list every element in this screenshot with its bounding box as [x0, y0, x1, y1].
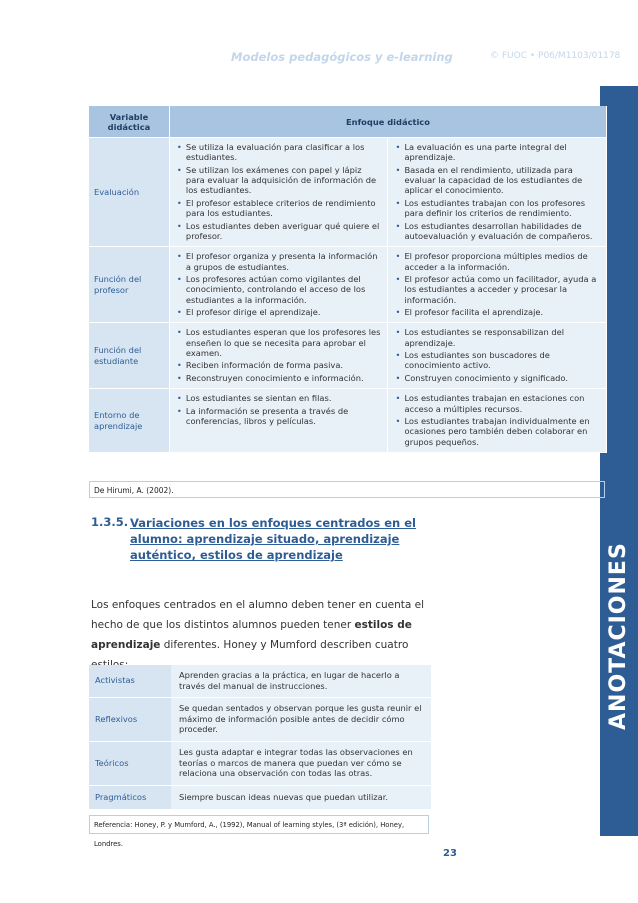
table-row — [89, 323, 607, 389]
table-header-row — [89, 106, 607, 138]
style-label: Pragmáticos — [89, 785, 171, 809]
style-description: Siempre buscan ideas nuevas que puedan utilizar. — [171, 785, 431, 809]
approach-cell-left — [169, 323, 388, 389]
approach-cell-right — [388, 389, 607, 453]
column-header-variable: Variable didáctica — [89, 106, 169, 138]
bullet-item: • Se utiliza la evaluación para clasificar a los estudiantes. — [186, 142, 382, 163]
table-row — [89, 389, 607, 453]
didactic-approach-table — [89, 106, 607, 453]
approach-cell-left — [169, 247, 388, 323]
bullet-item: • La información se presenta a través de conferencias, libros y películas. — [186, 406, 382, 427]
style-label: Teóricos — [89, 741, 171, 785]
style-description: Les gusta adaptar e integrar todas las observaciones en teorías o marcos de manera que puedan ver cómo se relaciona una observación con todas las otras. — [171, 741, 431, 785]
bullet-item: • El profesor organiza y presenta la información a grupos de estudiantes. — [186, 251, 382, 272]
table-body — [89, 665, 431, 809]
approach-cell-right — [388, 138, 607, 247]
table-source-note: De Hirumi, A. (2002). — [89, 481, 605, 498]
bullet-list — [394, 142, 600, 241]
bullet-item: • El profesor dirige el aprendizaje. — [186, 307, 382, 317]
bullet-item: • Reciben información de forma pasiva. — [186, 360, 382, 370]
style-label: Reflexivos — [89, 697, 171, 741]
table-row — [89, 247, 607, 323]
paragraph-bold-term: estilos de aprendizaje — [91, 619, 412, 651]
bullet-item: • El profesor proporciona múltiples medios de acceder a la información. — [404, 251, 600, 272]
bullet-list — [394, 327, 600, 383]
running-header-code: © FUOC • P06/M1103/01178 — [490, 51, 621, 61]
approach-cell-left — [169, 389, 388, 453]
bullet-item: • Basada en el rendimiento, utilizada para evaluar la capacidad de los estudiantes de aplicar el conocimiento. — [404, 165, 600, 196]
bullet-item: • Los estudiantes esperan que los profesores les enseñen lo que se necesita para aprobar el examen. — [186, 327, 382, 358]
bullet-list — [394, 393, 600, 447]
column-header-approach: Enfoque didáctico — [169, 106, 606, 138]
bullet-item: • Los estudiantes se sientan en filas. — [186, 393, 382, 403]
bullet-list — [176, 393, 382, 426]
table-row — [89, 697, 431, 741]
approach-cell-right — [388, 247, 607, 323]
bullet-item: • La evaluación es una parte integral del aprendizaje. — [404, 142, 600, 163]
style-description: Aprenden gracias a la práctica, en lugar de hacerlo a través del manual de instrucciones. — [171, 665, 431, 697]
row-label: Evaluación — [89, 138, 169, 247]
bullet-item: • Los estudiantes trabajan con los profesores para definir los criterios de rendimiento. — [404, 198, 600, 219]
table-row — [89, 741, 431, 785]
row-label: Función del estudiante — [89, 323, 169, 389]
bullet-item: • El profesor facilita el aprendizaje. — [404, 307, 600, 317]
bullet-list — [394, 251, 600, 317]
style-description: Se quedan sentados y observan porque les gusta reunir el máximo de información posible antes de decidir cómo proceder. — [171, 697, 431, 741]
annotations-sidebar-label: ANOTACIONES — [606, 542, 631, 730]
paragraph-text-start: Los enfoques centrados en el alumno deben tener en cuenta el hecho de que los distintos alumnos pueden tener — [91, 599, 425, 631]
bullet-item: • Los estudiantes trabajan individualmente en ocasiones pero también deben colaborar en grupos pequeños. — [404, 416, 600, 447]
table-row — [89, 138, 607, 247]
approach-cell-left — [169, 138, 388, 247]
page-number: 23 — [443, 848, 457, 859]
bullet-item: • Los estudiantes deben averiguar qué quiere el profesor. — [186, 221, 382, 242]
bullet-item: • Los estudiantes trabajan en estaciones con acceso a múltiples recursos. — [404, 393, 600, 414]
running-header-title: Modelos pedagógicos y e-learning — [231, 50, 453, 64]
paragraph-text-end: diferentes. Honey y Mumford describen cuatro — [163, 639, 409, 651]
bullet-item: • Los estudiantes son buscadores de conocimiento activo. — [404, 350, 600, 371]
learning-styles-table — [89, 665, 431, 810]
row-label: Entorno de aprendizaje — [89, 389, 169, 453]
bullet-list — [176, 327, 382, 383]
body-paragraph — [91, 595, 431, 675]
bullet-item: • Los estudiantes se responsabilizan del aprendizaje. — [404, 327, 600, 348]
section-title: Variaciones en los enfoques centrados en el alumno: aprendizaje situado, aprendizaje auténtico, estilos de aprendizaje — [130, 516, 416, 563]
styles-reference-note: Referencia: Honey, P. y Mumford, A., (1992), Manual of learning styles, (3ª edición), Honey, Londres. — [89, 815, 429, 834]
bullet-item: • El profesor establece criterios de rendimiento para los estudiantes. — [186, 198, 382, 219]
section-number: 1.3.5. — [91, 515, 129, 529]
bullet-item: • Los profesores actúan como vigilantes del conocimiento, controlando el acceso de los estudiantes a la información. — [186, 274, 382, 305]
table-body — [89, 138, 607, 453]
bullet-item: • Reconstruyen conocimiento e información. — [186, 373, 382, 383]
bullet-item: • El profesor actúa como un facilitador, ayuda a los estudiantes a acceder y procesar la información. — [404, 274, 600, 305]
bullet-item: • Construyen conocimiento y significado. — [404, 373, 600, 383]
table-row — [89, 665, 431, 697]
bullet-list — [176, 142, 382, 241]
row-label: Función del profesor — [89, 247, 169, 323]
style-label: Activistas — [89, 665, 171, 697]
approach-cell-right — [388, 323, 607, 389]
bullet-list — [176, 251, 382, 317]
table-row — [89, 785, 431, 809]
bullet-item: • Los estudiantes desarrollan habilidades de autoevaluación y evaluación de compañeros. — [404, 221, 600, 242]
bullet-item: • Se utilizan los exámenes con papel y lápiz para evaluar la adquisición de información de los estudiantes. — [186, 165, 382, 196]
